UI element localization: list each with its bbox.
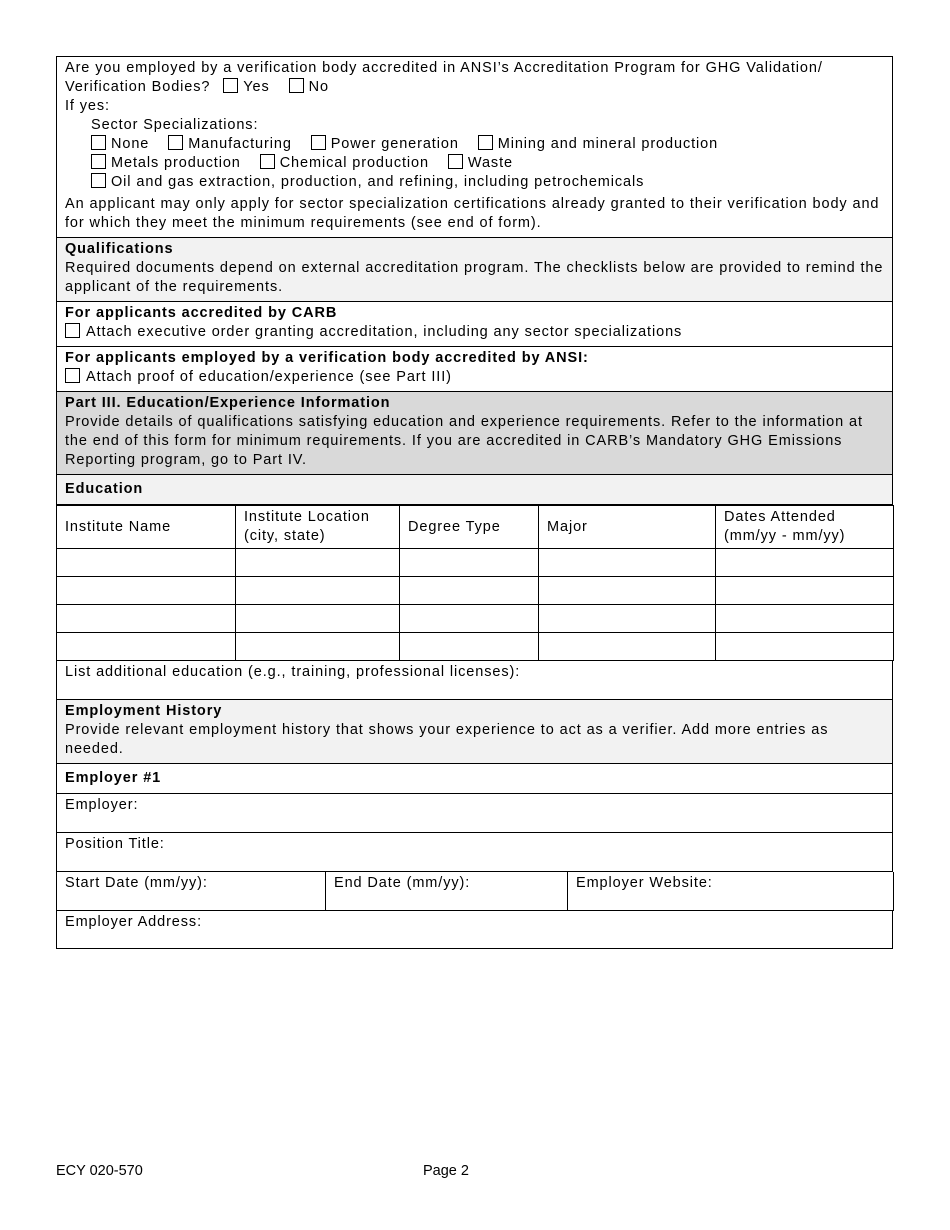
additional-education-label: List additional education (e.g., training, professional licenses): — [65, 664, 521, 680]
start-date-label: Start Date (mm/yy): — [65, 875, 208, 891]
no-checkbox[interactable] — [289, 78, 304, 93]
sector-label-manufacturing: Manufacturing — [188, 136, 292, 152]
ansi-title: For applicants employed by a verification body accredited by ANSI: — [65, 350, 589, 366]
footer-page-number: Page 2 — [423, 1163, 469, 1179]
sector-row-1 — [65, 135, 884, 154]
employer-label: Employer: — [65, 797, 139, 813]
cell-degree-type[interactable] — [400, 633, 539, 661]
education-header-row — [57, 506, 894, 549]
end-date-label: End Date (mm/yy): — [334, 875, 471, 891]
sector-label-power: Power generation — [330, 136, 459, 152]
sector-mining-checkbox[interactable] — [478, 135, 493, 150]
education-title: Education — [65, 481, 144, 497]
education-header — [56, 475, 893, 505]
ansi-checkbox[interactable] — [65, 368, 80, 383]
ansi-item — [65, 368, 884, 387]
education-row — [57, 605, 894, 633]
position-title-field[interactable] — [56, 833, 893, 872]
sector-chemical-checkbox[interactable] — [260, 154, 275, 169]
end-date-field[interactable] — [326, 872, 568, 911]
sector-label-metals: Metals production — [111, 155, 241, 171]
qualifications-title: Qualifications — [65, 241, 174, 257]
col-institute-name-label: Institute Name — [65, 518, 172, 535]
part3-title: Part III. Education/Experience Information — [65, 395, 391, 411]
employer-dates-row — [57, 872, 894, 911]
sector-label: Sector Specializations: — [91, 117, 259, 133]
cell-institute-location[interactable] — [236, 633, 400, 661]
if-yes-label: If yes: — [65, 98, 110, 114]
carb-item-label: Attach executive order granting accreditation, including any sector specializations — [86, 324, 683, 340]
education-row — [57, 549, 894, 577]
question-line-1: Are you employed by a verification body accredited in ANSI’s Accreditation Program for GHG Validation/ — [65, 60, 823, 76]
col-institute-location-label: Institute Location (city, state) — [244, 509, 370, 544]
ansi-employment-section — [56, 56, 893, 238]
cell-institute-name[interactable] — [57, 577, 236, 605]
cell-dates-attended[interactable] — [716, 605, 894, 633]
employer-address-field[interactable] — [56, 911, 893, 949]
col-dates-attended — [716, 506, 894, 549]
carb-item — [65, 323, 884, 342]
cell-degree-type[interactable] — [400, 549, 539, 577]
start-date-field[interactable] — [57, 872, 326, 911]
carb-title: For applicants accredited by CARB — [65, 305, 338, 321]
qualifications-section — [56, 238, 893, 302]
sector-metals-checkbox[interactable] — [91, 154, 106, 169]
cell-major[interactable] — [539, 577, 716, 605]
additional-education-field[interactable] — [56, 661, 893, 700]
carb-section — [56, 302, 893, 347]
cell-institute-location[interactable] — [236, 605, 400, 633]
employment-title: Employment History — [65, 703, 223, 719]
part3-text: Provide details of qualifications satisfying education and experience requirements. Refer to the information at the end of this form for minimum requirements. If you are accredited in CARB’s Mandatory GHG Emissions Reporting program, go to Part IV. — [65, 414, 863, 468]
cell-institute-name[interactable] — [57, 605, 236, 633]
cell-major[interactable] — [539, 605, 716, 633]
education-row — [57, 633, 894, 661]
col-major-label: Major — [547, 518, 588, 535]
employer-website-label: Employer Website: — [576, 875, 713, 891]
col-institute-name — [57, 506, 236, 549]
question-line-2-text: Verification Bodies? — [65, 79, 211, 95]
qualifications-text: Required documents depend on external accreditation program. The checklists below are provided to remind the applicant of the requirements. — [65, 260, 884, 295]
no-label: No — [308, 79, 329, 95]
cell-institute-location[interactable] — [236, 577, 400, 605]
sector-power-checkbox[interactable] — [311, 135, 326, 150]
cell-degree-type[interactable] — [400, 605, 539, 633]
cell-institute-name[interactable] — [57, 633, 236, 661]
col-degree-type — [400, 506, 539, 549]
ansi-item-label: Attach proof of education/experience (see Part III) — [86, 369, 452, 385]
sector-oil-gas-checkbox[interactable] — [91, 173, 106, 188]
sector-waste-checkbox[interactable] — [448, 154, 463, 169]
sector-label-chemical: Chemical production — [279, 155, 429, 171]
sector-label-none: None — [111, 136, 150, 152]
footer-form-id: ECY 020-570 — [56, 1163, 143, 1179]
cell-major[interactable] — [539, 633, 716, 661]
employment-text: Provide relevant employment history that shows your experience to act as a verifier. Add more entries as needed. — [65, 722, 829, 757]
question-line-2 — [65, 78, 884, 97]
sector-row-3 — [65, 173, 884, 192]
carb-checkbox[interactable] — [65, 323, 80, 338]
employer-dates-table — [56, 872, 894, 911]
sector-none-checkbox[interactable] — [91, 135, 106, 150]
cell-dates-attended[interactable] — [716, 633, 894, 661]
education-row — [57, 577, 894, 605]
col-dates-attended-label: Dates Attended (mm/yy - mm/yy) — [724, 509, 846, 544]
education-table — [56, 505, 894, 661]
sector-label-waste: Waste — [467, 155, 513, 171]
employer-1-title: Employer #1 — [65, 770, 162, 786]
employer-website-field[interactable] — [568, 872, 894, 911]
cell-major[interactable] — [539, 549, 716, 577]
part3-section — [56, 392, 893, 475]
sector-manufacturing-checkbox[interactable] — [168, 135, 183, 150]
sector-label-mining: Mining and mineral production — [497, 136, 719, 152]
cell-degree-type[interactable] — [400, 577, 539, 605]
employment-history-section — [56, 700, 893, 764]
cell-dates-attended[interactable] — [716, 549, 894, 577]
employer-address-label: Employer Address: — [65, 914, 202, 930]
cell-institute-name[interactable] — [57, 549, 236, 577]
cell-dates-attended[interactable] — [716, 577, 894, 605]
ansi-section — [56, 347, 893, 392]
employer-field[interactable] — [56, 794, 893, 833]
cell-institute-location[interactable] — [236, 549, 400, 577]
employer-1-header — [56, 764, 893, 794]
col-degree-type-label: Degree Type — [408, 518, 501, 535]
col-major — [539, 506, 716, 549]
sector-note: An applicant may only apply for sector specialization certifications already granted to their verification body and for which they meet the minimum requirements (see end of form). — [65, 196, 880, 231]
sector-label-oil-gas: Oil and gas extraction, production, and refining, including petrochemicals — [111, 174, 645, 190]
col-institute-location — [236, 506, 400, 549]
position-title-label: Position Title: — [65, 836, 165, 852]
form-page — [56, 56, 893, 949]
yes-checkbox[interactable] — [223, 78, 238, 93]
sector-row-2 — [65, 154, 884, 173]
yes-label: Yes — [243, 79, 270, 95]
